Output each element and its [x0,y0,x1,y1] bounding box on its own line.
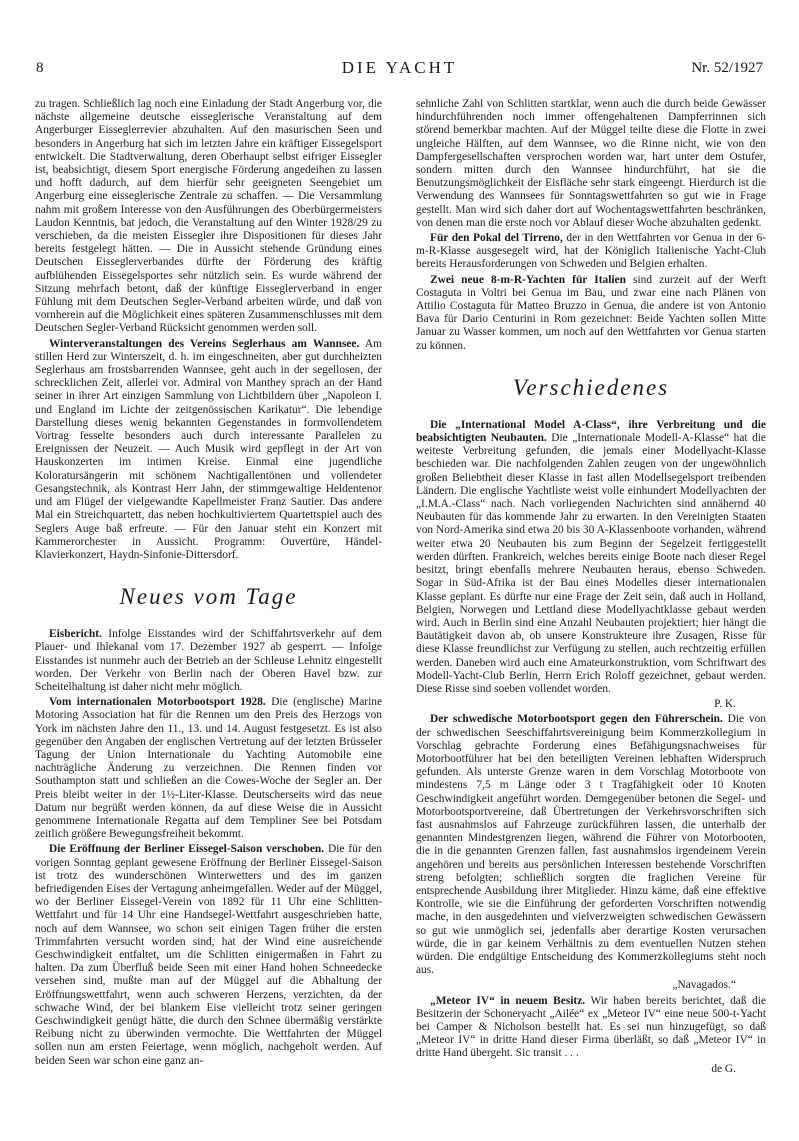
article-body: Am stillen Herd zur Winterszeit, d. h. im eingeschneiten, aber gut durchheizten Seglerhaus am frostsbarrenden Wannsee, geht auch in der segellosen, der schrecklichen Zeit, allerlei vor. Admiral von Manthey sprach an der Hand seiner in ihrer Art einzigen Sammlung von Lichtbildern über „Napoleon I. und England im Lichte der zeitgenössischen Karikatur“. Die lebendige Darstellung dieses wenig bekannten Gegenstandes in formvollendetem Vortrag fesselte besonders auch durch interessante Parallelen zu Ereignissen der Neuzeit. — Auch Musik wird gepflegt in der Art von Hauskonzerten im intimen Kreise. Einmal eine jugendliche Koloratursängerin mit schönem Nachtigallentönen und vollendeter Gesangstechnik, als Kontrast Herr Jahn, der stimmgewaltige Heldentenor und am Flügel der vielgewandte Kapellmeister Franz Sautier. Das andere Mal ein Streichquartett, das neben hochkultiviertem Quartettspiel auch des Seglers Auge baß erfreute. — Für den Januar steht ein Konzert mit Kammerorchester in Aussicht. Programm: Ouvertüre, Händel-Klavierkonzert, Haydn-Sinfonie-Dittersdorf. [35,337,382,561]
section-title-verschiedenes: Verschiedenes [512,374,670,400]
article-fuehrerschein [416,713,766,977]
article-heading: Winterveranstaltungen des Vereins Seglerhaus am Wannsee. [49,337,360,350]
article-heading: Eisbericht. [49,628,102,641]
article-winter [35,338,382,562]
paragraph-continuation: sehnliche Zahl von Schlitten startklar, wenn auch die durch beide Gewässer hindurchführenden noch immer offengehaltenen Dampferrinnen sich störend bemerkbar machten. Auf der Müggel teilte diese die Flotte in zwei ungleiche Hälften, auf dem Wannsee, wo die Rinne nicht, wie von den Dampfergesellschaften versprochen worden war, hart unter dem Ostufer, sondern mitten durch den Wannsee hindurchführt, hat sie die Benutzungsmöglichkeit der Eisfläche sehr stark eingeengt. Hierdurch ist die Verwendung des Wannsees für Sonntagswettfahrten so gut wie in Frage gestellt. Man wird sich daher dort auf Wochentagswettfahrten beschränken, von denen man die erste noch vor Ablauf dieser Woche abzuhalten gedenkt. [416,98,766,229]
page-number: 8 [36,60,44,76]
issue-number: Nr. 52/1927 [691,60,763,76]
signature-deg: de G. [711,1062,736,1075]
section-title-neues: Neues vom Tage [119,584,298,610]
article-body: Infolge Eisstandes wird der Schiffahrtsverkehr auf dem Plauer- und Ihlekanal vom 17. Dezember 1927 ab gesperrt. — Infolge Eisstandes ist nunmehr auch der Betrieb an der Schleuse Lehnitz eingestellt worden. Der Verkehr von Berlin nach der Oberen Havel bzw. zur Scheitelhaltung ist daher nicht mehr möglich. [35,628,382,693]
left-column [35,98,382,1070]
right-column [416,98,766,1078]
article-body: Die für den vorigen Sonntag geplant gewesene Eröffnung der Berliner Eissegel-Saison ist trotz des wunderschönen Winterwetters und des im ganzen befriedigenden Eises der Vertagung anheimgefallen. Weder auf der Müggel, wo der Berliner Eissegel-Verein von 1892 für 11 Uhr eine Schlitten-Wettfahrt und für 14 Uhr eine Handsegel-Wettfahrt ausgeschrieben hatte, noch auf dem Wannsee, wo schon seit einigen Tagen früher die ersten Trimmfahrten versucht worden sind, hat der Wind eine ausreichende Geschwindigkeit entfaltet, um die Schlitten einigermaßen in Fahrt zu halten. Da zum Überfluß beide Seen mit einer Hand hohen Schneedecke versehen sind, mußte man auf der Müggel auf die Abhaltung der Eröffnungswettfahrt, wenn auch schweren Herzens, verzichten, da der schwache Wind, der bei blankem Eise vielleicht trotz seiner geringen Geschwindigkeit genügt hätte, die durch den Schnee übermäßig verstärkte Reibung nicht zu überwinden vermochte. Die Wettfahrten der Müggel sollen nun am ersten Feiertage, wenn möglich, nachgeholt werden. Auf beiden Seen war schon eine ganz an- [35,843,382,1067]
article-heading: Die „International Model A-Class“, ihre Verbreitung und die beabsichtigten Neubauten. [416,418,766,445]
article-body: sind zurzeit auf der Werft Costaguta in Voltri bei Genua im Bau, und zwar eine nach Plänen von Attilio Costaguta für Matteo Bruzzo in Genua, die andere ist von Antonio Bava für Dario Centurini in Rom gezeichnet: Beide Yachten sollen Mitte Januar zu Wasser kommen, um noch auf den Wettfahrten vor Genua starten zu können. [416,273,766,352]
article-body: Die von der schwedischen Seeschiffahrtsvereinigung beim Kommerzkollegium in Vorschlag gebrachte Forderung eines Befähigungsnachweises für Motorbootführer hat bei den beteiligten Vereinen lebhaften Widerspruch gefunden. Als unterste Grenze waren in dem Vorschlag Motorboote von mindestens 7,5 m Länge oder 3 t Tragfähigkeit oder 10 Knoten Geschwindigkeit angeführt worden. Demgegenüber betonen die Segel- und Motorbootsportvereine, daß Übertretungen der Verkehrsvorschriften sich fast ausnahmslos auf Fahrzeuge zurückführen lassen, die unterhalb der genannten Mindestgrenzen liegen, während die Führer von Motorbooten, die in die genannten Grenzen fallen, fast ausnahmslos irgendeinem Verein angehören und bereits aus persönlichen Interessen bestehende Vorschriften streng befolgten; schließlich sorgten die fraglichen Vereine für entsprechende Ausbildung ihrer Mitglieder. Hinzu käme, daß eine effektive Kontrolle, wie sie die Einführung der geforderten Vorschriften notwendig mache, in den ausgedehnten und vielverzweigten schwedischen Gewässern so gut wie unmöglich sei, jedenfalls aber derartige Kosten verursachen würde, die in gar keinem Verhältnis zu dem eventuellen Nutzen stehen würden. Die endgültige Entscheidung des Kommerzkollegiums steht noch aus. [416,713,766,977]
article-heading: Für den Pokal del Tirreno, [430,232,563,245]
article-italien [416,274,766,353]
article-model-a [416,419,766,696]
journal-title: DIE YACHT [341,58,458,77]
article-heading: Der schwedische Motorbootsport gegen den Führerschein. [430,713,723,726]
article-eisbericht [35,628,382,694]
article-heading: Vom internationalen Motorbootsport 1928. [49,696,266,709]
article-body: Die (englische) Marine Motoring Association hat für die Rennen um den Preis des Herzogs von York im nächsten Jahre den 11., 13. und 14. August festgesetzt. Es ist also gegenüber den Angaben der englischen Vertretung auf der letzten Brüsseler Tagung der Union Internationale du Yachting Automobile eine nachträgliche Änderung zu verzeichnen. Die Rennen finden vor Southampton statt und schließen an die Cowes-Woche der Segler an. Der Preis bleibt weiter in der 1½-Liter-Klasse. Deutscherseits wird das neue Datum nur begrüßt werden können, da auf diese Weise die in Aussicht genommene Internationale Regatta auf dem Templiner See bei Potsdam zeitlich größere Bewegungsfreiheit bekommt. [35,696,382,841]
article-tirreno [416,232,766,272]
article-heading: Zwei neue 8-m-R-Yachten für Italien [430,273,626,286]
signature-navagados: „Navagados.“ [672,979,736,992]
article-body: Die „Internationale Modell-A-Klasse“ hat die weiteste Verbreitung gefunden, die jemals einer Modellyacht-Klasse beschieden war. Die nachfolgenden Zahlen zeugen von der ungewöhnlich großen Beliebtheit dieser Klasse in fast allen Modellsegelsport treibenden Ländern. Die englische Yachtliste weist volle einhundert Modellyachten der „I.M.A.-Class“ nach. Nach vorliegenden Nachrichten sind annähernd 40 Neubauten für das kommende Jahr zu erwarten. In den Vereinigten Staaten von Nord-Amerika sind etwa 20 bis 30 A-Klassenboote vorhanden, während weiter etwa 20 Neubauten bis zum Beginn der Segelzeit fertiggestellt werden dürften. Frankreich, welches bereits einige Boote nach dieser Regel besitzt, bringt ebenfalls mehrere Neubauten heraus, ebenso Schweden. Sogar in Süd-Afrika ist der Bau eines Modelles dieser internationalen Klasse geplant. Es dürfte nur eine Frage der Zeit sein, daß auch in Holland, Belgien, Norwegen und Lettland diese Modellyachtklasse gebaut werden wird. Auch in Berlin sind eine Anzahl Neubauten projektiert; hier hängt die Bautätigkeit davon ab, ob unsere Konstrukteure ihre Zusagen, Risse für diese Klasse freundlichst zur Verfügung zu stellen, auch rechtzeitig erfüllen werden. Daneben wird auch eine Amateurkonstruktion, vom Schriftwart des Modell-Yacht-Club Berlin, Herrn Erich Roloff gezeichnet, gebaut werden. Diese Risse sind soeben vollendet worden. [416,432,766,695]
article-eissegel [35,843,382,1067]
article-body: der in den Wettfahrten vor Genua in der 6-m-R-Klasse ausgesegelt wird, hat der Königlich Italienische Yacht-Club bereits Herausforderungen von Schweden und Belgien erhalten. [416,232,766,271]
page-header [36,60,763,82]
signature-pk: P. K. [714,698,736,711]
article-heading: Die Eröffnung der Berliner Eissegel-Saison verschoben. [49,843,325,856]
paragraph-angerburg: zu tragen. Schließlich lag noch eine Einladung der Stadt Angerburg vor, die nächste allgemeine deutsche eisseglerische Veranstaltung auf dem Angerburger Eisseglerrevier abzuhalten. Auf den masurischen Seen und besonders in Angerburg hat sich im letzten Jahre ein kräftiger Eissegelsport entwickelt. Die Stadtverwaltung, deren Oberhaupt selbst eifriger Eissegler ist, beabsichtigt, diesem Sport energische Förderung angedeihen zu lassen und hofft dadurch, auf dem hierfür sehr geeigneten Seengebiet um Angerburg eine eisseglerische Zentrale zu schaffen. — Die Versammlung nahm mit großem Interesse von den Ausführungen des Oberbürgermeisters Laudon Kenntnis, bat jedoch, die Veranstaltung auf den Winter 1928/29 zu verschieben, da die meisten Eissegler ihre Dispositionen für dieses Jahr bereits festgelegt hätten. — Die in Aussicht stehende Gründung eines Deutschen Eisseglerverbandes dürfte der Förderung des kräftig aufblühenden Eissegelsportes sehr nützlich sein. Es wurde während der Sitzung mehrfach betont, daß der künftige Eisseglerverband in enger Fühlung mit dem Deutschen Segler-Verband arbeiten würde, und daß von vornherein auf die Möglichkeit eines späteren Zusammenschlusses mit dem Deutschen Segler-Verband Rücksicht genommen werden soll. [35,98,382,335]
article-body: Wir haben bereits berichtet, daß die Besitzerin der Schoneryacht „Ailée“ ex „Meteor IV“ eine neue 500-t-Yacht bei Camper & Nicholson bestellt hat. Es sei nun hinzugefügt, so daß „Meteor IV“ in dritte Hand dieser Firma überläßt, so daß „Meteor IV“ in dritte Hand übergeht. Sic transit . . . [416,994,766,1060]
article-heading: „Meteor IV“ in neuem Besitz. [430,994,586,1007]
article-meteor [416,995,766,1061]
article-motorboot [35,696,382,841]
